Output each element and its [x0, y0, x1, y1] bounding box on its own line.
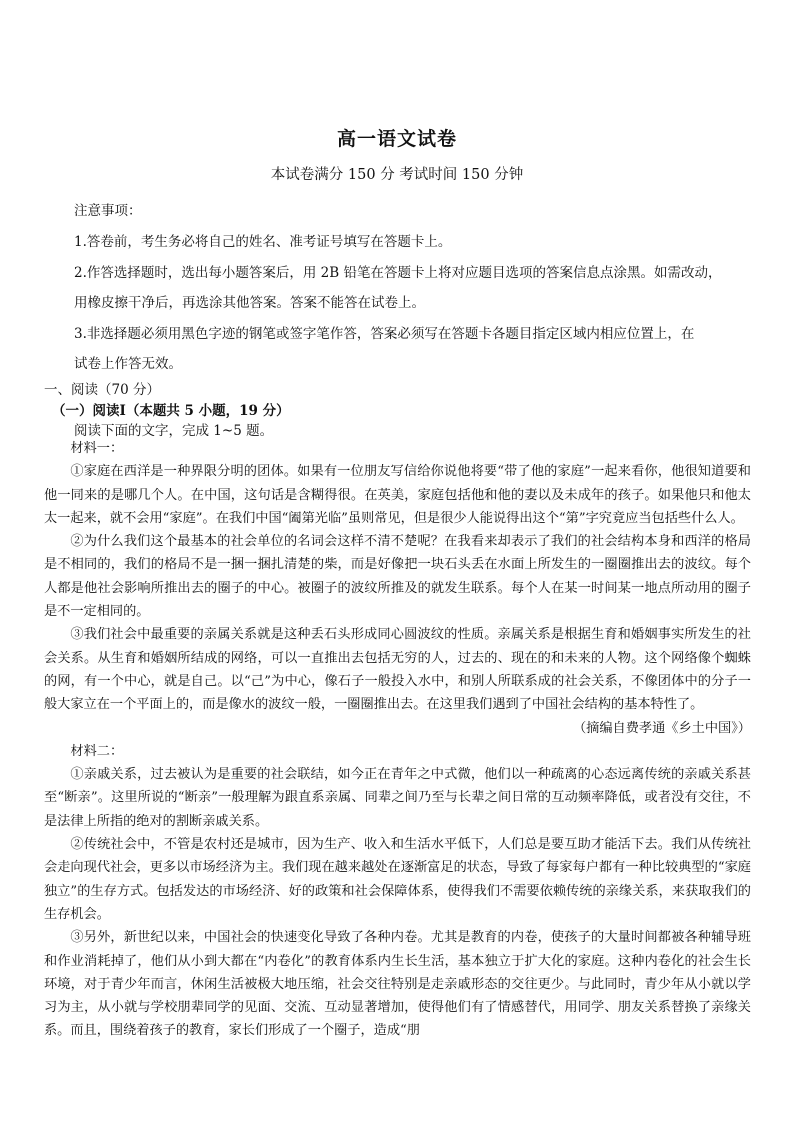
- material-1-paragraph-2: ②为什么我们这个最基本的社会单位的名词会这样不清不楚呢？在我看来却表示了我们的社会结构本身和西洋的格局是不相同的，我们的格局不是一捆一捆扎清楚的柴，而是好像把一块石头丢在水面上所发生的一圈圈推出去的波纹。每个人都是他社会影响所推出去的圈子的中心。被圈子的波纹所推及的就发生联系。每个人在某一时间某一地点所动用的圈子是不一定相同的。: [44, 534, 751, 620]
- part-heading: 一、阅读（70 分）: [44, 382, 160, 398]
- reading-passage: [44, 437, 751, 1043]
- notice-line-3: 用橡皮擦干净后，再选涂其他答案。答案不能答在试卷上。: [74, 295, 425, 311]
- instruction: 阅读下面的文字，完成 1~5 题。: [74, 423, 274, 439]
- material-2-paragraph-1: ①亲戚关系，过去被认为是重要的社会联结，如今正在青年之中式微，他们以一种疏离的心态远离传统的亲戚关系甚至“断亲”。这里所说的“断亲”一般理解为跟直系亲属、同辈之间乃至与长辈之间日常的互动频率降低，或者没有交往，不是法律上所指的绝对的割断亲戚关系。: [44, 767, 751, 829]
- material-1-label: 材料一：: [70, 441, 124, 456]
- material-1-paragraph-3: ③我们社会中最重要的亲属关系就是这种丢石头形成同心圆波纹的性质。亲属关系是根据生育和婚姻事实所发生的社会关系。从生育和婚姻所结成的网络，可以一直推出去包括无穷的人，过去的、现在的和未来的人物。这个网络像个蜘蛛的网，有一个中心，就是自己。以“己”为中心，像石子一般投入水中，和别人所联系成的社会关系，不像团体中的分子一般大家立在一个平面上的，而是像水的波纹一般，一圈圈推出去。在这里我们遇到了中国社会结构的基本特性了。: [44, 627, 751, 713]
- exam-info: 本试卷满分 150 分 考试时间 150 分钟: [270, 167, 524, 183]
- material-1-paragraph-1: ①家庭在西洋是一种界限分明的团体。如果有一位朋友写信给你说他将要“带了他的家庭”一起来看你，他很知道要和他一同来的是哪几个人。在中国，这句话是含糊得很。在英美，家庭包括他和他的妻以及未成年的孩子。如果他只和他太太一起来，就不会用“家庭”。在我们中国“阖第光临”虽则常见，但是很少人能说得出这个“第”字究竟应当包括些什么人。: [44, 464, 751, 526]
- notice-line-2: 2.作答选择题时，选出每小题答案后，用 2B 铅笔在答题卡上将对应题目选项的答案信息点涂黑。如需改动，: [74, 265, 722, 281]
- sub-section-heading: （一）阅读Ⅰ（本题共 5 小题，19 分）: [52, 403, 290, 419]
- material-2-paragraph-3: ③另外，新世纪以来，中国社会的快速变化导致了各种内卷。尤其是教育的内卷，使孩子的大量时间都被各种辅导班和作业消耗掉了，他们从小到大都在“内卷化”的教育体系内生长生活，基本独立于扩大化的家庭。这种内卷化的社会生长环境，对于青少年而言，休闲生活被极大地压缩，社会交往特别是走亲戚形态的交往更少。与此同时，青少年从小就以学习为主，从小就与学校朋辈同学的见面、交流、互动显著增加，使得他们有了情感替代，用同学、朋友关系替换了亲缘关系。而且，围绕着孩子的教育，家长们形成了一个圈子，造成“朋: [44, 930, 751, 1039]
- material-1-citation: （摘编自费孝通《乡土中国》）: [572, 720, 751, 736]
- page-title: 高一语文试卷: [336, 128, 457, 150]
- notice-heading: 注意事项：: [74, 203, 142, 219]
- material-2-paragraph-2: ②传统社会中，不管是农村还是城市，因为生产、收入和生活水平低下，人们总是要互助才能活下去。我们从传统社会走向现代社会，更多以市场经济为主。我们现在越来越处在逐渐富足的状态，导致了每家每户都有一种比较典型的“家庭独立”的生存方式。包括发达的市场经济、好的政策和社会保障体系，使得我们不需要依赖传统的亲缘关系，来获取我们的生存机会。: [44, 837, 751, 922]
- notice-line-5: 试卷上作答无效。: [74, 356, 182, 372]
- notice-line-1: 1.答卷前，考生务必将自己的姓名、准考证号填写在答题卡上。: [74, 234, 452, 250]
- material-2-label: 材料二：: [70, 743, 124, 759]
- notice-line-4: 3.非选择题必须用黑色字迹的钢笔或签字笔作答，答案必须写在答题卡各题目指定区域内相应位置上，在: [74, 326, 695, 342]
